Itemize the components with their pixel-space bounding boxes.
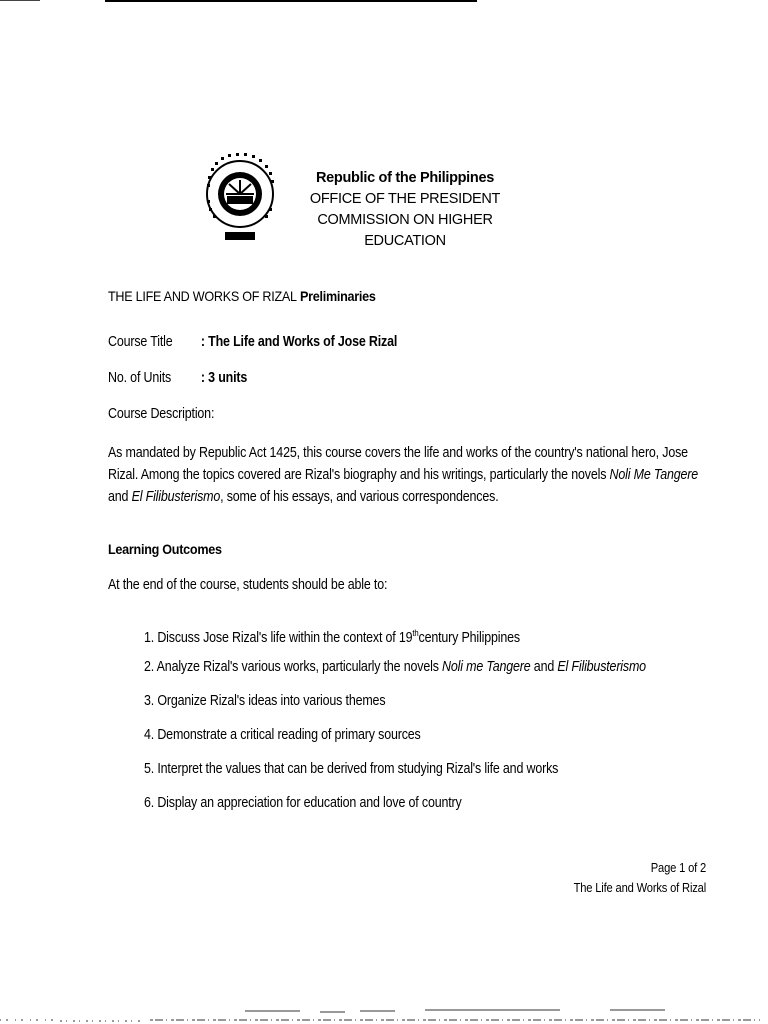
list-item: 3. Organize Rizal's ideas into various themes xyxy=(144,693,386,709)
list-item: 4. Demonstrate a critical reading of primary sources xyxy=(144,727,421,743)
outcome-2-novel-1: Noli me Tangere xyxy=(442,659,531,675)
document-heading-suffix: Preliminaries xyxy=(296,288,376,304)
learning-outcomes-intro: At the end of the course, students should be able to: xyxy=(108,577,388,593)
description-novel-2: El Filibusterismo xyxy=(131,489,221,505)
list-item xyxy=(144,622,646,656)
outcome-2-novel-2: El Filibusterismo xyxy=(557,659,646,675)
course-title-value: : The Life and Works of Jose Rizal xyxy=(200,334,398,350)
description-novel-1: Noli Me Tangere xyxy=(609,467,699,483)
course-title-row xyxy=(108,334,397,350)
scan-bottom-noise xyxy=(0,1008,768,1024)
outcome-1-text: 1. Discuss Jose Rizal's life within the context of 19 xyxy=(144,629,413,646)
scan-edge-line xyxy=(105,0,477,2)
header-commission: COMMISSION ON HIGHER EDUCATION xyxy=(317,212,493,249)
document-heading-prefix: THE LIFE AND WORKS OF RIZAL xyxy=(108,288,297,304)
course-description-label: Course Description: xyxy=(108,406,215,422)
list-item xyxy=(144,656,646,690)
header-office: OFFICE OF THE PRESIDENT xyxy=(309,191,501,207)
header-country: Republic of the Philippines xyxy=(316,170,494,186)
page-number: Page 1 of 2 xyxy=(650,860,706,875)
learning-outcomes-heading: Learning Outcomes xyxy=(108,541,222,557)
outcome-2-mid: and xyxy=(530,659,558,675)
scan-edge-mark xyxy=(0,0,40,1)
list-item: 5. Interpret the values that can be derived from studying Rizal's life and works xyxy=(144,761,559,777)
outcome-1-sup: th xyxy=(412,628,419,638)
footer-title: The Life and Works of Rizal xyxy=(573,880,706,895)
description-part-2: and xyxy=(108,489,132,505)
document-heading xyxy=(108,288,376,304)
course-title-label: Course Title xyxy=(108,334,173,350)
course-units-row xyxy=(108,370,247,386)
course-units-value: : 3 units xyxy=(200,370,248,386)
agency-header xyxy=(300,168,510,252)
description-part-3: , some of his essays, and various correspondences. xyxy=(220,489,499,505)
description-part-1: As mandated by Republic Act 1425, this course covers the life and works of the country's national hero, Jose Rizal. Among the topics covered are Rizal's biography and his writings, particularly the novels xyxy=(108,445,688,483)
course-units-label: No. of Units xyxy=(108,370,172,386)
list-item: 6. Display an appreciation for education and love of country xyxy=(144,795,462,811)
learning-outcomes-list xyxy=(144,622,646,826)
page-footer xyxy=(574,858,706,898)
commission-seal-icon xyxy=(205,150,275,248)
outcome-1-post: century Philippines xyxy=(418,629,520,646)
outcome-2-text: 2. Analyze Rizal's various works, particularly the novels xyxy=(144,659,443,675)
course-description-text xyxy=(108,442,703,508)
